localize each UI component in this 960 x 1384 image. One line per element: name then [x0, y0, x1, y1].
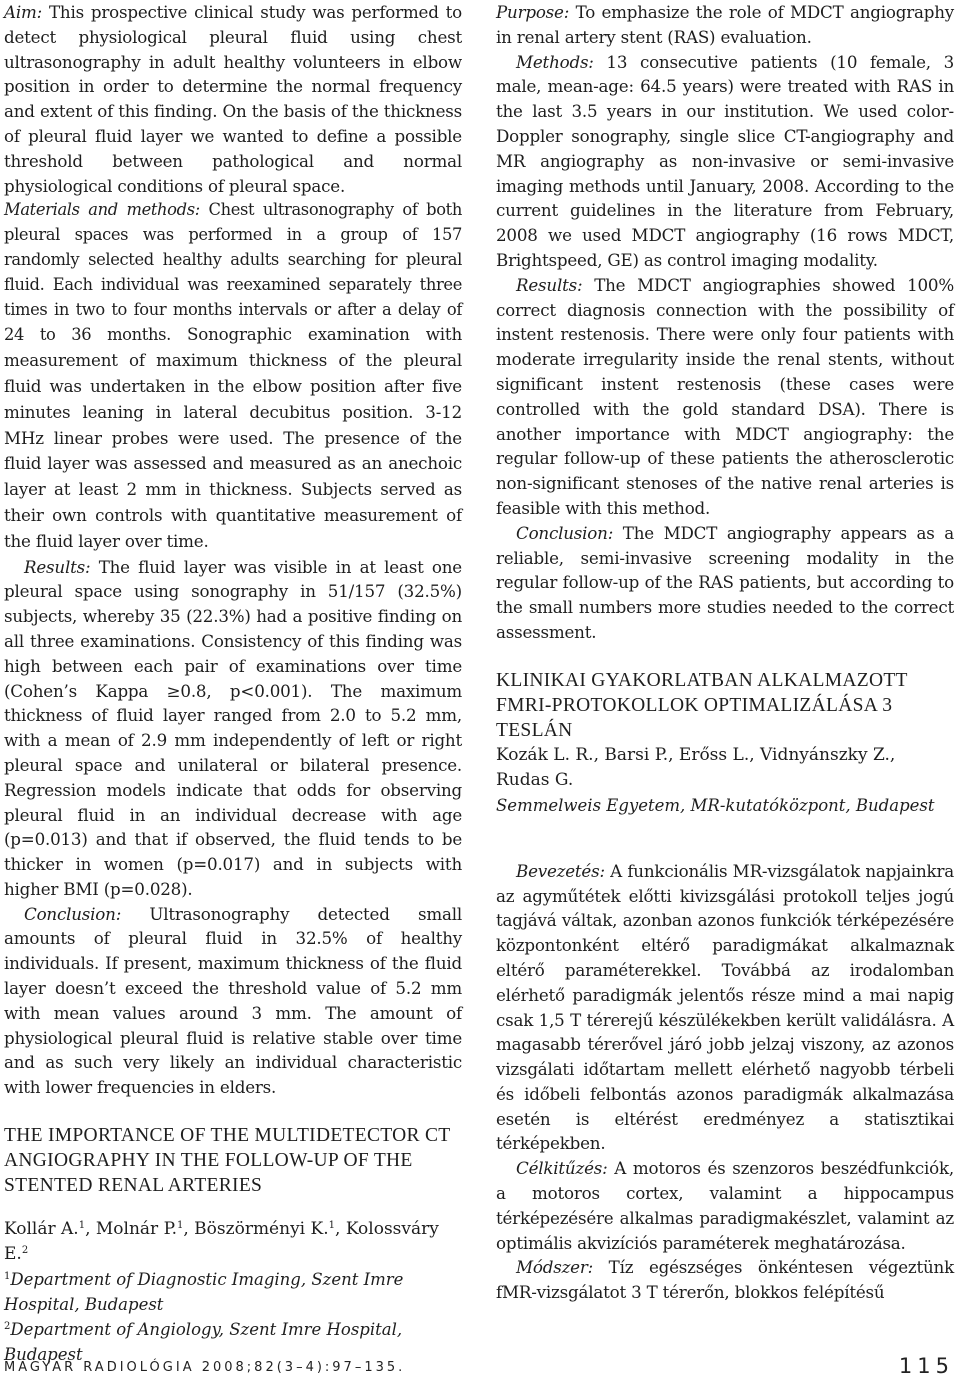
purpose-label: Purpose:	[496, 2, 570, 22]
author-sep: ,	[335, 1219, 346, 1240]
affiliation-1	[4, 1267, 462, 1317]
bevezetes-paragraph	[496, 859, 954, 1157]
author-name: Kollár A.	[4, 1219, 79, 1240]
methods-text-2: Sonographic examination with measurement of maximum thickness of the pleural fluid was undertaken in the elbow position after five minutes leaning in lateral decubitus position. 3-12 MHz linear probes were used. The presence of the fluid layer was assessed and measured as an anechoic layer at least 2 mm in thickness. Subjects served as their own controls with quantitative measurement of the fluid layer over time.	[4, 324, 462, 551]
conclusion-paragraph	[4, 902, 462, 1100]
conclusion-text: Ultrasonography detected small amounts of pleural fluid in 32.5% of healthy individuals. If present, maximum thickness of the fluid layer doesn’t exceed the threshold value of 5.2 mm with mean values around 3 mm. The amount of physiological pleural fluid is relative stable over time and as such very likely an individual characteristic with lower frequencies in elders.	[4, 903, 462, 1098]
aim-text: This prospective clinical study was performed to detect physiological pleural fluid using chest ultrasonography in adult healthy volunteers in elbow position in order to determine the normal frequency and extent of this finding. On the basis of the thickness of pleural fluid layer we wanted to define a possible threshold between pathological and normal physiological conditions of pleural space.	[4, 2, 462, 196]
author-name: Molnár P.	[95, 1219, 177, 1240]
methods-label: Materials and methods:	[4, 200, 200, 220]
page-footer	[4, 1356, 954, 1378]
bevezetes-text: A funkcionális MR-vizsgálatok napjainkra az agyműtétek előtti kivizsgálási protokoll teljes jogú tagjává váltak, azonban azonos funkciók térképezésére központonként eltérő paradigmákat alkalmaznak eltérő paraméterekkel. Továbbá az irodalomban elérhető paradigmák jelentős része mind a mai napig csak 1,5 T térerejű készülékekben került validálásra. A magasabb térerővel járó jobb jelzaj viszony, az azonos vizsgálati időtartam mellett elérhető nagyobb térbeli és időbeli felbontás azonos paradigmák alkalmazása esetén is eltérést eredményez a statisztikai térképekben.	[496, 860, 954, 1154]
author-sep: ,	[85, 1219, 96, 1240]
methods-paragraph	[4, 198, 462, 554]
methods-text: Chest ultrasonography of both pleural spaces was performed in a group of 157 randomly selected healthy adults searching for pleural fluid. Each individual was reexamined separately three times in two to four months intervals or after a delay of 24 to 36 months.	[4, 200, 463, 345]
results-paragraph	[496, 273, 954, 521]
aim-paragraph	[4, 0, 462, 198]
methods-text: 13 consecutive patients (10 female, 3 male, mean-age: 64.5 years) were treated with RAS in the last 3.5 years in our institution. We used color-Doppler sonography, single slice CT-angiography and MR angiography as non-invasive or semi-invasive imaging methods until January, 2008. According to the current guidelines in the literature from February, 2008 we used MDCT angiography (16 rows MDCT, Brightspeed, GE) as control imaging modality.	[496, 51, 954, 270]
modszer-paragraph	[496, 1255, 954, 1305]
article-title: THE IMPORTANCE OF THE MULTIDETECTOR CT ANGIOGRAPHY IN THE FOLLOW-UP OF THE STENTED RENAL ARTERIES	[4, 1125, 451, 1197]
modszer-text: Tíz egészséges önkéntesen végeztünk fMR-vizsgálatot 3 T térerőn, blokkos felépítésű	[496, 1257, 954, 1303]
purpose-text: To emphasize the role of MDCT angiography in renal artery stent (RAS) evaluation.	[496, 2, 954, 47]
author-list	[4, 1217, 462, 1267]
author-sup: 1	[328, 1220, 335, 1232]
affiliation-sup: 1	[4, 1271, 11, 1283]
article-title: KLINIKAI GYAKORLATBAN ALKALMAZOTT FMRI-PROTOKOLLOK OPTIMALIZÁLÁSA 3 TESLÁN	[496, 669, 908, 741]
methods-label: Methods:	[516, 51, 594, 72]
affiliation-text: Department of Diagnostic Imaging, Szent Imre Hospital, Budapest	[4, 1270, 404, 1315]
results-label: Results:	[516, 274, 583, 295]
bevezetes-label: Bevezetés:	[516, 860, 605, 881]
affiliation-text: Department of Angiology, Szent Imre Hospital, Budapest	[4, 1320, 403, 1365]
purpose-paragraph	[496, 0, 954, 50]
left-column	[4, 0, 462, 1367]
results-text: The MDCT angiographies showed 100% correct diagnosis connection with the possibility of instent restenosis. There were only four patients with moderate irregularity inside the renal stents, without significant instent restenosis (these cases were controlled with the gold standard DSA). There is another importance with MDCT angiography: the regular follow-up of these patients the atherosclerotic non-significant stenoses of the native renal arteries is feasible with this method.	[496, 274, 954, 518]
conclusion-label: Conclusion:	[516, 522, 614, 543]
celkituzes-label: Célkitűzés:	[516, 1158, 608, 1179]
journal-citation: MAGYAR RADIOLÓGIA 2008;82(3–4):97–135.	[4, 1360, 406, 1375]
results-text: The fluid layer was visible in at least one pleural space using sonography in 51/157 (32.5%) subjects, whereby 35 (22.3%) had a positive finding on all three examinations. Consistency of this finding was high between each pair of examinations over time (Cohen’s Kappa ≥0.8, p<0.001). The maximum thickness of fluid layer ranged from 2.0 to 5.2 mm, with a mean of 2.9 mm independently of left or right pleural space and unilateral or bilateral presence. Regression models indicate that odds for observing pleural fluid in an individual decrease with age (p=0.013) and that if observed, the fluid tends to be thicker in women (p=0.017) and in subjects with higher BMI (p=0.028).	[4, 556, 462, 899]
modszer-label: Módszer:	[516, 1257, 594, 1278]
author-list: Kozák L. R., Barsi P., Erőss L., Vidnyánszky Z., Rudas G.	[496, 744, 896, 790]
results-label: Results:	[24, 556, 91, 577]
celkituzes-paragraph	[496, 1156, 954, 1255]
results-paragraph	[4, 555, 462, 902]
author-name: Kolossváry E.	[4, 1219, 439, 1265]
affiliation: Semmelweis Egyetem, MR-kutatóközpont, Budapest	[496, 795, 935, 815]
author-sup: 1	[176, 1220, 184, 1232]
author-sep: ,	[183, 1219, 195, 1240]
author-sup: 2	[21, 1245, 29, 1257]
right-column	[496, 0, 954, 1305]
author-name: Böszörményi K.	[194, 1219, 329, 1240]
conclusion-text: The MDCT angiography appears as a reliable, semi-invasive screening modality in the regular follow-up of the RAS patients, but according to the small numbers more studies needed to the correct assessment.	[496, 522, 954, 642]
conclusion-label: Conclusion:	[24, 903, 122, 924]
methods-paragraph	[496, 50, 954, 273]
conclusion-paragraph	[496, 521, 954, 645]
page-number: 115	[898, 1354, 954, 1378]
author-sup: 1	[78, 1220, 86, 1232]
aim-label: Aim:	[4, 2, 43, 22]
celkituzes-text: A motoros és szenzoros beszédfunkciók, a motoros cortex, valamint a hippocampus térképezésére alkalmas paradigmakészlet, valamint az optimális akvizíciós paraméterek meghatározása.	[496, 1158, 954, 1253]
affiliation-sup: 2	[4, 1321, 11, 1333]
